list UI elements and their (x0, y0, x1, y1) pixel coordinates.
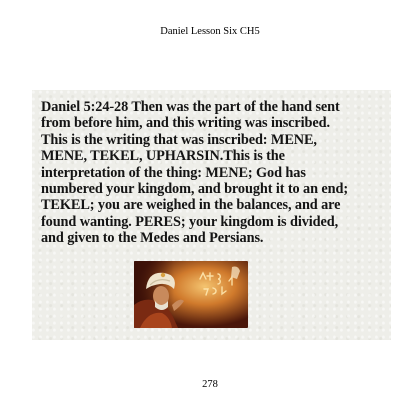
page-header: Daniel Lesson Six CH5 (160, 26, 260, 37)
scripture-text: Daniel 5:24-28 Then was the part of the hand sent from before him, and this writing was inscribed. This is the writing that was inscribed: MENE, MENE, TEKEL, UPHARSIN.This is the interpretation of the thing: MENE; God has numbered your kingdom, and brought it to an end; TEKEL; you are weighed in the balances, and are found wanting. PERES; your kingdom is divided, and given to the Medes and Persians. (41, 99, 349, 247)
slide-panel (32, 90, 391, 340)
handwriting-on-wall-illustration (134, 261, 248, 328)
painting-icon (134, 261, 248, 328)
page-number: 278 (202, 379, 218, 390)
